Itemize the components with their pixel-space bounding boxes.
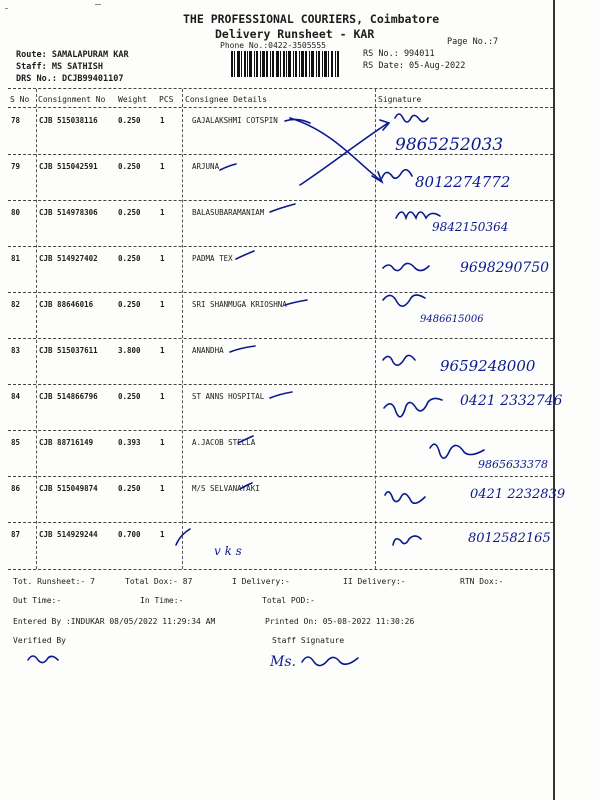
- row-signature: 0421 2232839: [470, 487, 566, 502]
- row-pcs: 1: [160, 484, 165, 493]
- rs-number: RS No.: 994011: [363, 49, 435, 59]
- row-weight: 0.250: [118, 300, 141, 309]
- row-pcs: 1: [160, 254, 165, 263]
- row-signature: 9865252033: [395, 135, 504, 155]
- row-consignment: CJB 515037611: [39, 346, 98, 355]
- i-delivery: I Delivery:-: [232, 577, 290, 586]
- row-consignment: CJB 514978306: [39, 208, 98, 217]
- row-signature: 9659248000: [440, 357, 536, 375]
- col-weight: Weight: [118, 95, 147, 104]
- total-runsheet: Tot. Runsheet:- 7: [13, 577, 95, 586]
- row-consignee: ARJUNA: [192, 162, 220, 171]
- staff-signature-mark: Ms.: [270, 654, 296, 670]
- row-weight: 3.800: [118, 346, 141, 355]
- row-consignee: ST ANNS HOSPITAL: [192, 392, 265, 401]
- verified-by: Verified By: [13, 636, 66, 645]
- row-pcs: 1: [160, 300, 165, 309]
- row-weight: 0.250: [118, 208, 141, 217]
- staff: Staff: MS SATHISH: [16, 62, 103, 72]
- row-consignment: CJB 514927402: [39, 254, 98, 263]
- page-number: Page No.:7: [447, 37, 499, 47]
- row-signature: 0421 2332746: [460, 393, 563, 409]
- row-weight: 0.393: [118, 438, 141, 447]
- runsheet-title: Delivery Runsheet - KAR: [215, 27, 375, 41]
- row-consignment: CJB 88646016: [39, 300, 94, 309]
- row-weight: 0.700: [118, 530, 141, 539]
- out-time: Out Time:-: [13, 596, 62, 605]
- handwritten-note: v k s: [214, 544, 242, 558]
- route: Route: SAMALAPURAM KAR: [16, 50, 129, 60]
- row-consignee: M/S SELVANAYAKI: [192, 484, 260, 493]
- row-sno: 82: [11, 300, 21, 309]
- row-consignee: ANANDHA: [192, 346, 224, 355]
- row-pcs: 1: [160, 392, 165, 401]
- row-weight: 0.250: [118, 254, 141, 263]
- entered-by: Entered By :INDUKAR 08/05/2022 11:29:34 AM: [13, 617, 216, 626]
- row-consignee: BALASUBARAMANIAM: [192, 208, 265, 217]
- printed-on: Printed On: 05-08-2022 11:30:26: [265, 617, 415, 626]
- staff-signature-label: Staff Signature: [272, 636, 345, 645]
- row-consignment: CJB 514866796: [39, 392, 98, 401]
- drs-number: DRS No.: DCJB99401107: [16, 74, 124, 84]
- row-consignment: CJB 88716149: [39, 438, 94, 447]
- rtn-dox: RTN Dox:-: [460, 577, 504, 586]
- row-weight: 0.250: [118, 116, 141, 125]
- row-consignment: CJB 515049874: [39, 484, 98, 493]
- total-dox: Total Dox:- 87: [125, 577, 193, 586]
- row-sno: 84: [11, 392, 21, 401]
- row-sno: 81: [11, 254, 21, 263]
- row-sno: 87: [11, 530, 21, 539]
- row-weight: 0.250: [118, 392, 141, 401]
- row-consignment: CJB 515042591: [39, 162, 98, 171]
- row-consignee: A.JACOB STELLA: [192, 438, 256, 447]
- rs-date: RS Date: 05-Aug-2022: [363, 61, 466, 71]
- col-consignee: Consignee Details: [185, 95, 267, 104]
- in-time: In Time:-: [140, 596, 184, 605]
- row-consignee: SRI SHANMUGA KRIOSHNA: [192, 300, 287, 309]
- row-pcs: 1: [160, 162, 165, 171]
- col-signature: Signature: [378, 95, 422, 104]
- row-sno: 78: [11, 116, 21, 125]
- col-pcs: PCS: [159, 95, 174, 104]
- row-sno: 86: [11, 484, 21, 493]
- total-pod: Total POD:-: [262, 596, 315, 605]
- row-signature: 9842150364: [432, 220, 509, 234]
- row-consignment: CJB 515038116: [39, 116, 98, 125]
- row-signature: 9865633378: [478, 458, 548, 471]
- row-sno: 85: [11, 438, 21, 447]
- col-sno: S No: [10, 95, 30, 104]
- row-signature: 9486615006: [420, 314, 484, 325]
- row-consignee: GAJALAKSHMI COTSPIN: [192, 116, 278, 125]
- row-consignment: CJB 514929244: [39, 530, 98, 539]
- row-pcs: 1: [160, 438, 165, 447]
- row-signature: 8012582165: [468, 531, 551, 546]
- row-weight: 0.250: [118, 162, 141, 171]
- row-pcs: 1: [160, 530, 165, 539]
- row-consignee: PADMA TEX: [192, 254, 233, 263]
- phone: Phone No.:0422-3505555: [220, 41, 326, 50]
- row-pcs: 1: [160, 116, 165, 125]
- row-sno: 80: [11, 208, 21, 217]
- row-weight: 0.250: [118, 484, 141, 493]
- ii-delivery: II Delivery:-: [343, 577, 406, 586]
- row-sno: 79: [11, 162, 21, 171]
- company-title: THE PROFESSIONAL COURIERS, Coimbatore: [183, 12, 440, 26]
- row-sno: 83: [11, 346, 21, 355]
- col-consignment: Consignment No: [38, 95, 106, 104]
- row-pcs: 1: [160, 346, 165, 355]
- row-signature: 9698290750: [460, 260, 550, 276]
- row-signature: 8012274772: [415, 173, 511, 191]
- row-pcs: 1: [160, 208, 165, 217]
